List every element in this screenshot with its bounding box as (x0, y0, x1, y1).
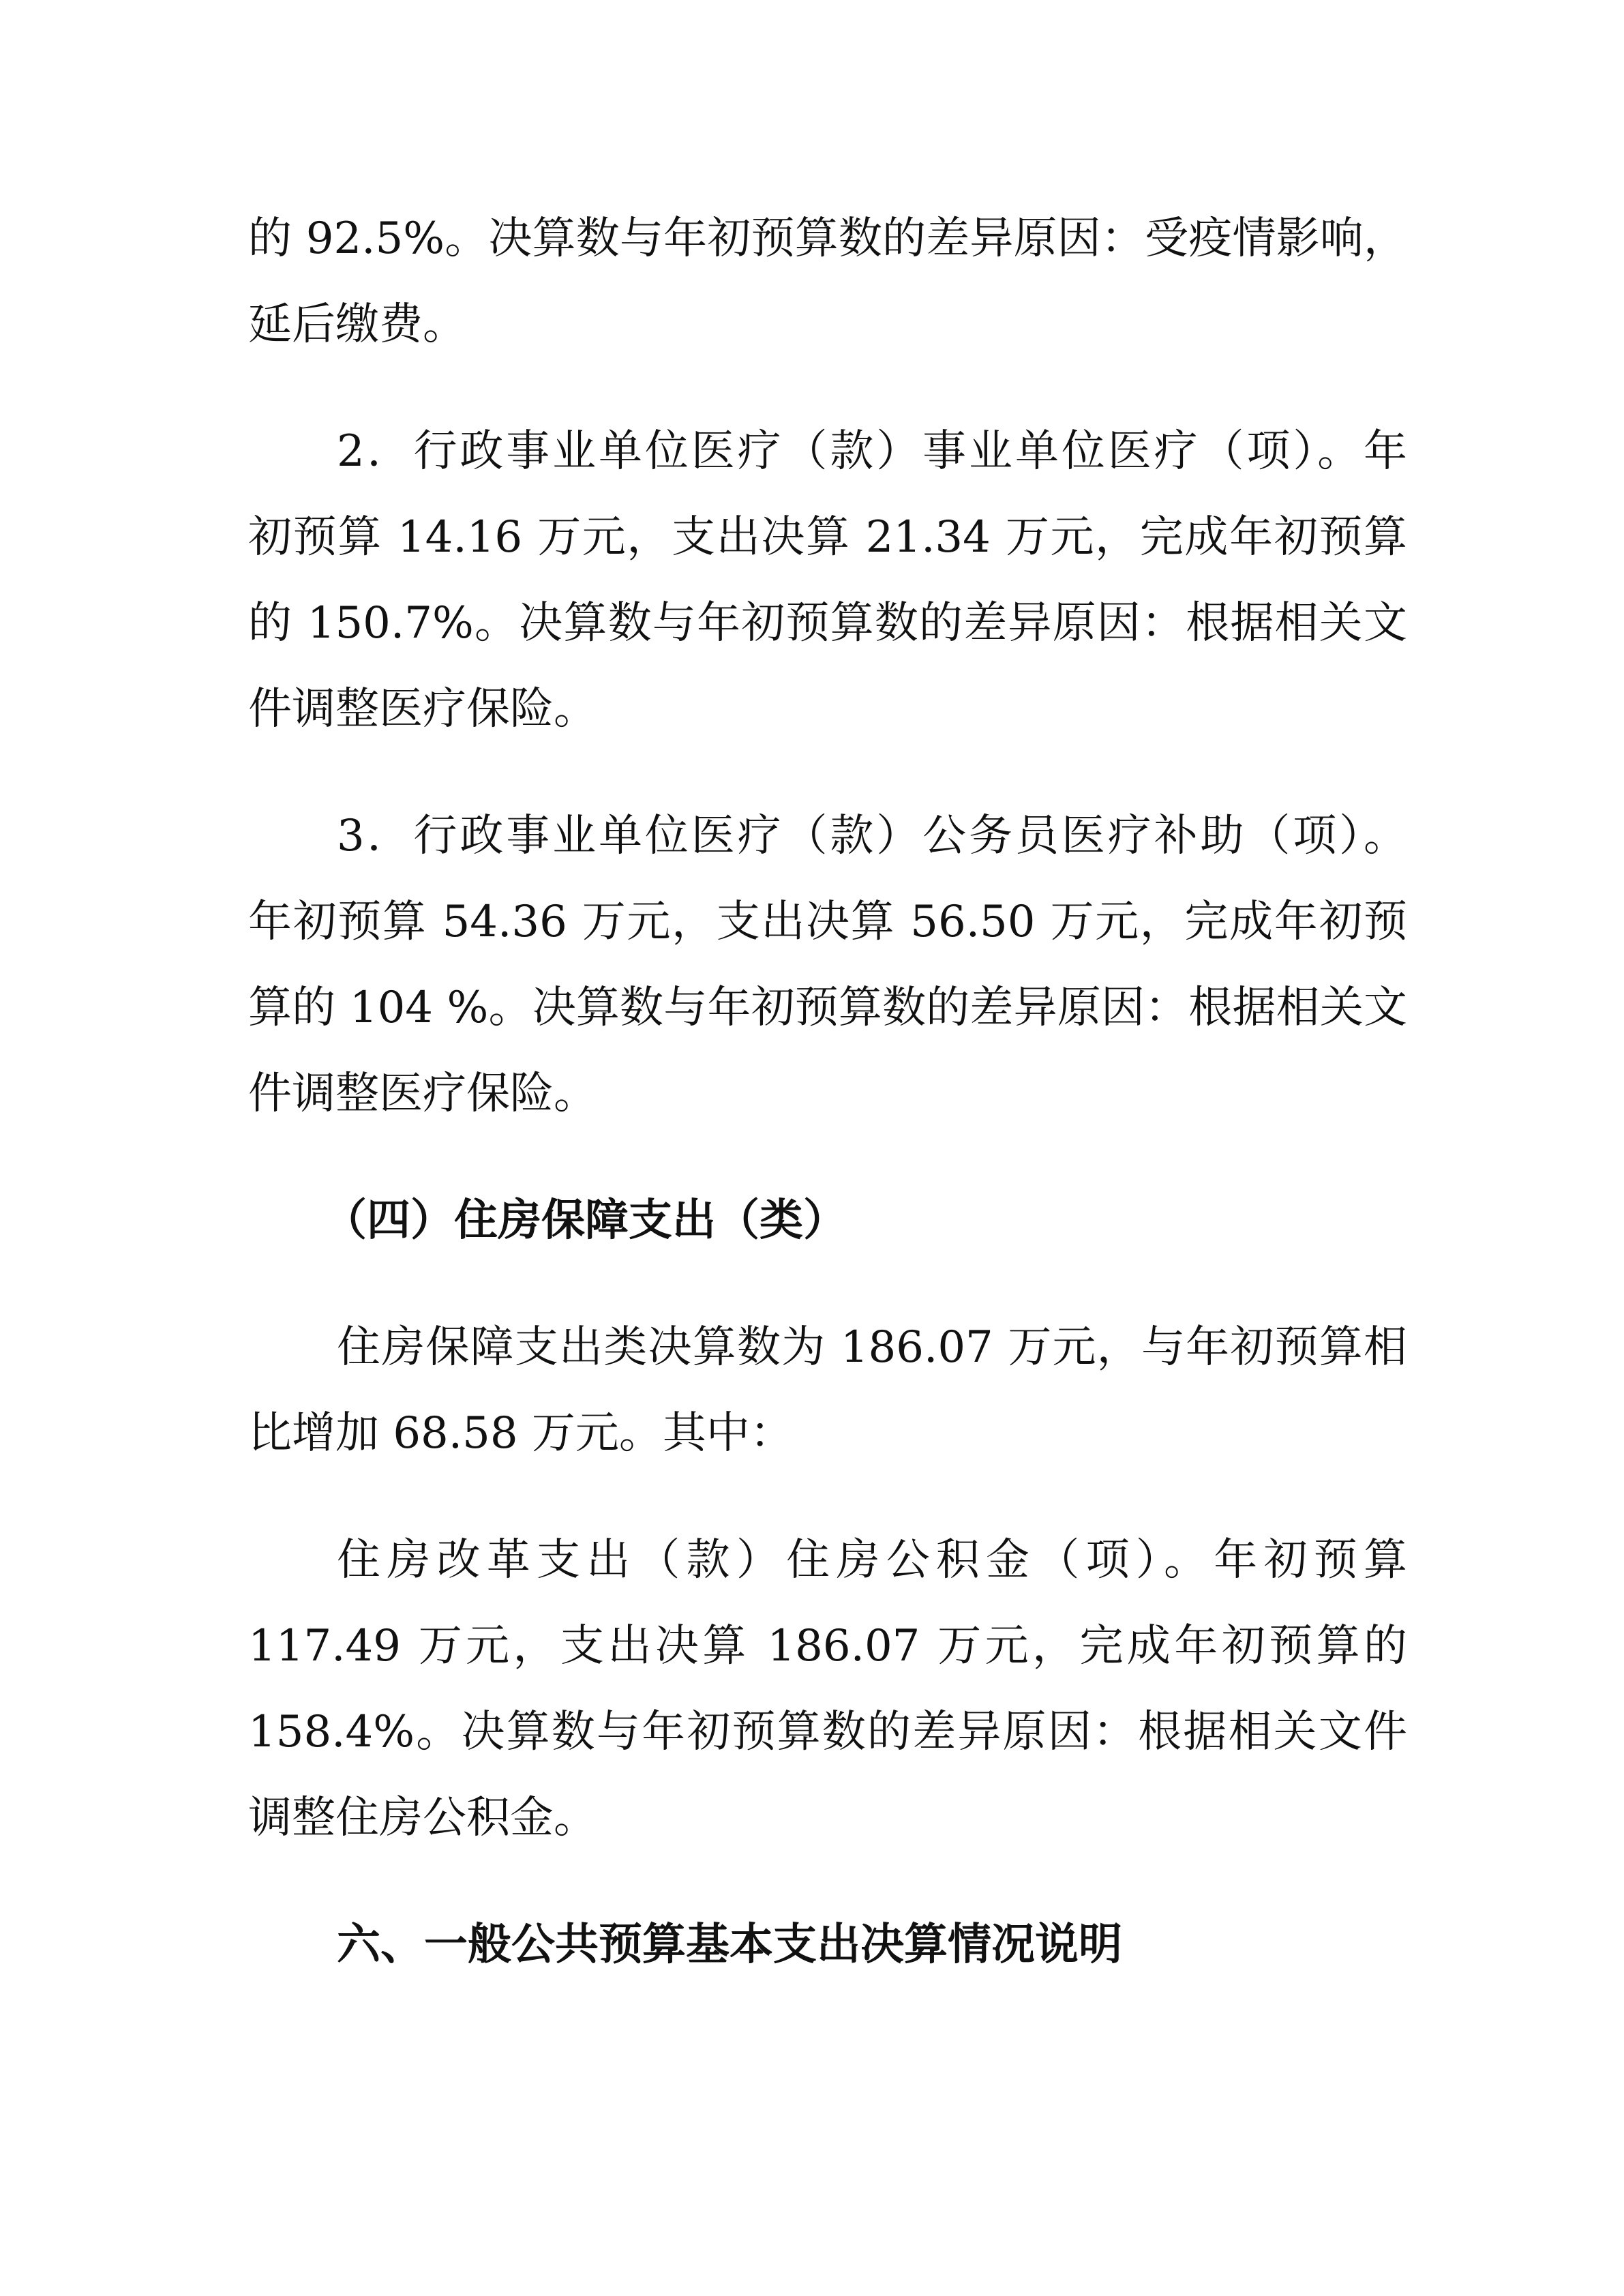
paragraph-line: 算的 104 %。决算数与年初预算数的差异原因：根据相关文 (248, 983, 1407, 1033)
paragraph-line: 的 92.5%。决算数与年初预算数的差异原因：受疫情影响， (248, 213, 1407, 264)
paragraph-line: 2．行政事业单位医疗（款）事业单位医疗（项）。年 (337, 426, 1407, 477)
paragraph-line: 件调整医疗保险。 (248, 1069, 597, 1119)
paragraph-line: 住房改革支出（款）住房公积金（项）。年初预算 (337, 1535, 1407, 1585)
paragraph-line: 初预算 14.16 万元，支出决算 21.34 万元，完成年初预算 (248, 512, 1407, 563)
paragraph-line: 比增加 68.58 万元。其中： (248, 1408, 794, 1459)
paragraph-line: 延后缴费。 (248, 299, 466, 350)
paragraph-line: 的 150.7%。决算数与年初预算数的差异原因：根据相关文 (248, 598, 1407, 648)
paragraph-line: 158.4%。决算数与年初预算数的差异原因：根据相关文件 (248, 1707, 1407, 1757)
section-heading: （四）住房保障支出（类） (323, 1195, 847, 1246)
paragraph-line: 年初预算 54.36 万元，支出决算 56.50 万元，完成年初预 (248, 897, 1407, 947)
paragraph-line: 住房保障支出类决算数为 186.07 万元，与年初预算相 (337, 1322, 1407, 1373)
section-heading: 六、一般公共预算基本支出决算情况说明 (337, 1920, 1122, 1970)
paragraph-line: 117.49 万元，支出决算 186.07 万元，完成年初预算的 (248, 1621, 1407, 1671)
paragraph-line: 调整住房公积金。 (248, 1793, 597, 1843)
paragraph-line: 3．行政事业单位医疗（款）公务员医疗补助（项）。 (337, 811, 1407, 861)
paragraph-line: 件调整医疗保险。 (248, 684, 597, 734)
